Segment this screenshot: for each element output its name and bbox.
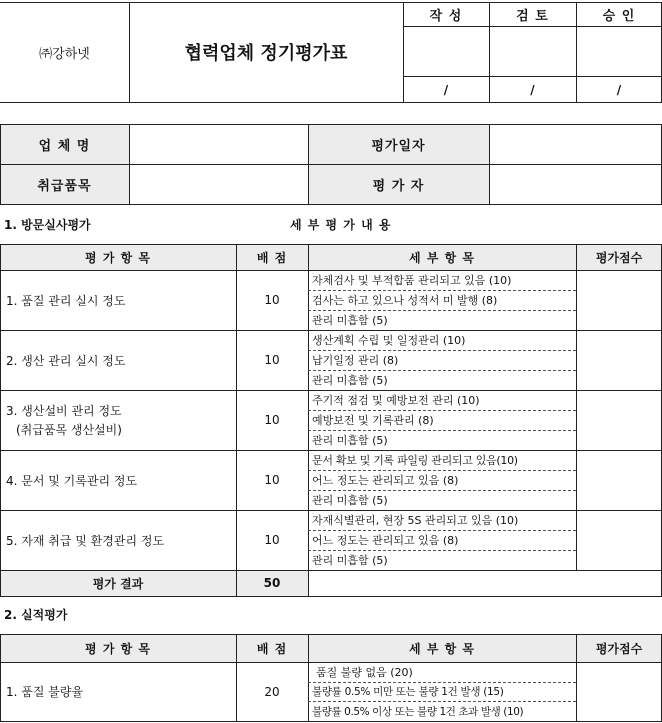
eval-score-5: 10 [264,533,280,547]
total-result-field[interactable] [309,571,661,595]
detail-item: 자재식별관리, 현장 5S 관리되고 있음 (10) [312,514,519,527]
s2-col-header-item: 평 가 항 목 [85,641,151,656]
approval-label-review: 검 토 [516,8,549,24]
detail-item: 주기적 점검 및 예방보전 관리 (10) [312,394,480,407]
evaluator-label: 평 가 자 [372,178,425,194]
s2-result-field-1[interactable] [577,663,661,720]
section1-title: 1. 방문실사평가 [4,217,91,232]
col-header-result: 평가점수 [595,250,643,265]
detail-item: 예방보전 및 기록관리 (8) [312,414,434,427]
s2-eval-item-1: 1. 품질 불량율 [6,685,84,699]
result-field-2[interactable] [577,331,661,389]
col-header-detail: 세 부 항 목 [409,250,475,265]
detail-item: 납기일정 관리 (8) [312,354,399,367]
col-header-item: 평 가 항 목 [85,250,151,265]
detail-item: 생산계획 수립 및 일정관리 (10) [312,334,466,347]
s2-col-header-result: 평가점수 [595,641,643,656]
items-label: 취급품목 [37,178,92,194]
col-header-score: 배 점 [256,250,288,265]
detail-item: 불량률 0.5% 미만 또는 불량 1건 발생 (15) [312,686,504,698]
signature-box-approve[interactable] [577,27,661,75]
eval-score-2: 10 [264,353,280,367]
s2-eval-score-1: 20 [264,684,280,699]
eval-score-1: 10 [264,293,280,307]
company-name-field[interactable] [130,125,307,163]
eval-item-4: 4. 문서 및 기록관리 정도 [6,473,138,488]
company-name-label: 업 체 명 [38,138,91,154]
evaluator-field[interactable] [490,165,661,203]
eval-score-3: 10 [264,413,280,427]
approval-date-review[interactable]: / [530,82,535,97]
result-field-5[interactable] [577,511,661,569]
signature-box-author[interactable] [404,27,488,75]
detail-item: 어느 정도는 관리되고 있음 (8) [312,534,459,547]
signature-box-review[interactable] [490,27,575,75]
eval-item-2: 2. 생산 관리 실시 정도 [6,353,126,368]
detail-item: 검사는 하고 있으나 성적서 미 발행 (8) [312,294,498,307]
document-title: 협력업체 정기평가표 [184,43,348,64]
detail-item: 관리 미흡함 (5) [312,374,388,387]
eval-date-label: 평가일자 [371,138,426,154]
result-field-3[interactable] [577,391,661,449]
detail-item: 어느 정도는 관리되고 있음 (8) [312,474,459,487]
approval-date-approve[interactable]: / [616,82,622,97]
section1-subtitle: 세 부 평 가 내 용 [290,217,392,232]
eval-item-3-line1: 3. 생산설비 관리 정도 [6,404,122,418]
detail-item: 문서 확보 및 기록 파일링 관리되고 있음(10) [312,454,518,467]
total-score: 50 [263,576,281,590]
detail-item: 불량률 0.5% 이상 또는 불량 1건 초과 발생 (10) [312,705,524,718]
eval-item-3 [0,390,236,450]
detail-item: 관리 미흡함 (5) [312,554,388,567]
section2-title: 2. 실적평가 [4,607,68,622]
s2-col-header-score: 배 점 [256,641,288,656]
approval-label-approve: 승 인 [602,8,636,24]
detail-item: 관리 미흡함 (5) [312,494,388,507]
company-logo-text: ㈜강하넷 [39,46,90,62]
eval-item-3-line2: (취급품목 생산설비) [16,423,122,437]
detail-item: 관리 미흡함 (5) [312,314,388,327]
approval-date-author[interactable]: / [443,82,449,97]
eval-date-field[interactable] [490,125,661,163]
s2-col-header-detail: 세 부 항 목 [409,641,475,656]
detail-item: 관리 미흡함 (5) [312,434,388,447]
approval-label-author: 작 성 [429,8,463,24]
eval-score-4: 10 [264,473,280,487]
items-field[interactable] [130,165,307,203]
result-field-4[interactable] [577,451,661,509]
eval-item-1: 1. 품질 관리 실시 정도 [6,293,126,308]
detail-item: 자체검사 및 부적합품 관리되고 있음 (10) [312,274,512,287]
eval-item-5: 5. 자재 취급 및 환경관리 정도 [6,533,165,548]
total-label: 평가 결과 [92,576,144,591]
result-field-1[interactable] [577,271,661,329]
detail-item: 품질 불량 없음 (20) [316,666,413,679]
